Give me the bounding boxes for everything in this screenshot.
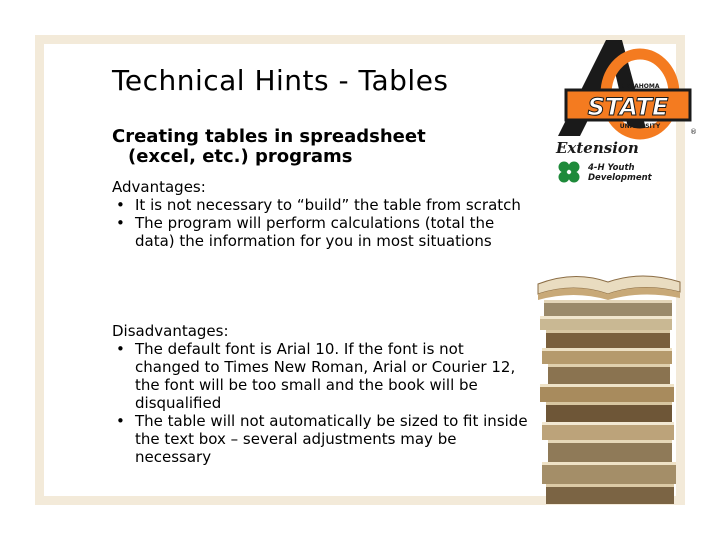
- clover-icon: [559, 162, 580, 183]
- book-9: [548, 440, 672, 462]
- logo-registered-mark: ®: [690, 128, 697, 136]
- disadvantages-section: [112, 322, 532, 466]
- logo-youth-text: 4-H Youth: [588, 163, 635, 173]
- logo-oklahoma-text: OKLAHOMA: [620, 83, 660, 90]
- slide-title: Technical Hints - Tables: [112, 64, 449, 97]
- list-item: • It is not necessary to “build” the table from scratch: [112, 196, 532, 214]
- disadvantages-heading: Disadvantages:: [112, 322, 229, 340]
- logo-university-text: UNIVERSITY: [619, 123, 661, 130]
- logo-development-text: Development: [588, 173, 652, 183]
- stack-of-books-icon: [534, 266, 684, 506]
- list-item: • The default font is Arial 10. If the font is not changed to Times New Roman, Arial or Courier 12, the font will be too small and the book will be disqualified: [112, 340, 532, 412]
- slide-subhead: [112, 127, 512, 167]
- list-item: • The program will perform calculations (total the data) the information for you in most situations: [112, 214, 532, 250]
- advantages-list: [112, 196, 532, 250]
- advantages-heading: Advantages:: [112, 178, 206, 196]
- subhead-line-1: Creating tables in spreadsheet: [112, 126, 426, 147]
- advantages-section: [112, 178, 532, 250]
- logo-extension-text: Extension: [556, 139, 639, 157]
- subhead-line-2: (excel, etc.) programs: [128, 146, 353, 167]
- book-10: [542, 462, 676, 484]
- osu-extension-logo: [548, 36, 698, 186]
- logo-state-text: STATE: [587, 93, 669, 121]
- list-item: • The table will not automatically be sized to fit inside the text box – several adjustments may be necessary: [112, 412, 532, 466]
- disadvantages-list: [112, 340, 532, 466]
